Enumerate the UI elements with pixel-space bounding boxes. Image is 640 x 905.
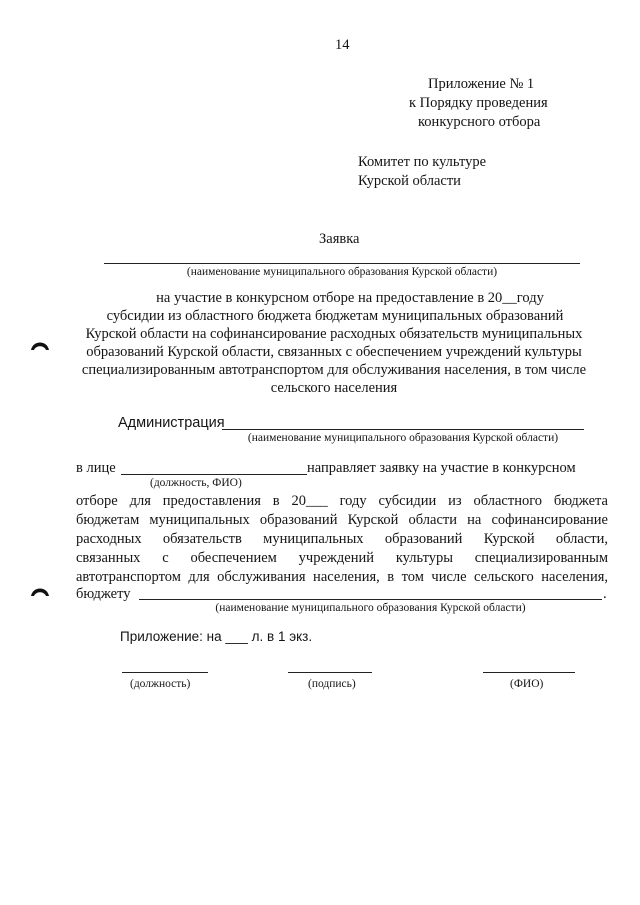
- in-person-suffix: направляет заявку на участие в конкурсном: [307, 460, 576, 476]
- name-caption: (ФИО): [510, 678, 544, 690]
- municipality-fill-line: [104, 263, 580, 264]
- appendix-title: Приложение № 1: [428, 76, 535, 92]
- body-line-2: бюджетам муниципальных образований Курской области на софинансирование: [76, 512, 608, 528]
- body-line-4: связанных с обеспечением учреждений культуры специализированным: [76, 550, 608, 566]
- binder-hole-mark-top: [29, 337, 51, 351]
- administration-label: Администрация: [118, 415, 225, 431]
- in-person-fill-line: [121, 474, 307, 475]
- purpose-line-6: сельского населения: [270, 380, 398, 396]
- position-signature-line: [122, 672, 208, 673]
- body-line-1: отборе для предоставления в 20___ году субсидии из областного бюджета: [76, 493, 608, 509]
- budget-caption: (наименование муниципального образования Курской области): [215, 602, 526, 614]
- purpose-line-4: образований Курской области, связанных с обеспечением учреждений культуры: [86, 344, 582, 360]
- in-person-prefix: в лице: [76, 460, 116, 476]
- purpose-line-5: специализированным автотранспортом для обслуживания населения, в том числе: [81, 362, 587, 378]
- signature-caption: (подпись): [308, 678, 356, 690]
- attachment-line: Приложение: на ___ л. в 1 экз.: [120, 629, 313, 644]
- municipality-caption: (наименование муниципального образования Курской области): [186, 266, 498, 278]
- binder-hole-mark-bottom: [29, 583, 51, 597]
- administration-fill-line: [222, 429, 584, 430]
- position-caption: (должность): [130, 678, 191, 690]
- budget-end-mark: .: [603, 586, 607, 602]
- body-line-3: расходных обязательств муниципальных образований Курской области,: [76, 531, 608, 547]
- signature-line: [288, 672, 372, 673]
- in-person-caption: (должность, ФИО): [150, 477, 242, 489]
- appendix-reference: к Порядку проведения: [409, 95, 548, 111]
- document-title: Заявка: [319, 231, 360, 247]
- recipient-line-1: Комитет по культуре: [358, 154, 487, 170]
- page-number: 14: [335, 37, 350, 53]
- recipient-line-2: Курской области: [358, 173, 461, 189]
- body-line-5: автотранспортом для обслуживания населения, в том числе сельского населения,: [76, 569, 608, 585]
- administration-caption: (наименование муниципального образования Курской области): [247, 432, 559, 444]
- purpose-line-3: Курской области на софинансирование расходных обязательств муниципальных: [85, 326, 583, 342]
- budget-fill-line: [139, 599, 602, 600]
- purpose-line-1: на участие в конкурсном отборе на предоставление в 20__году: [156, 290, 544, 306]
- purpose-line-2: субсидии из областного бюджета бюджетам муниципальных образований: [106, 308, 564, 324]
- name-signature-line: [483, 672, 575, 673]
- budget-label: бюджету: [76, 586, 131, 602]
- appendix-reference-2: конкурсного отбора: [418, 114, 541, 130]
